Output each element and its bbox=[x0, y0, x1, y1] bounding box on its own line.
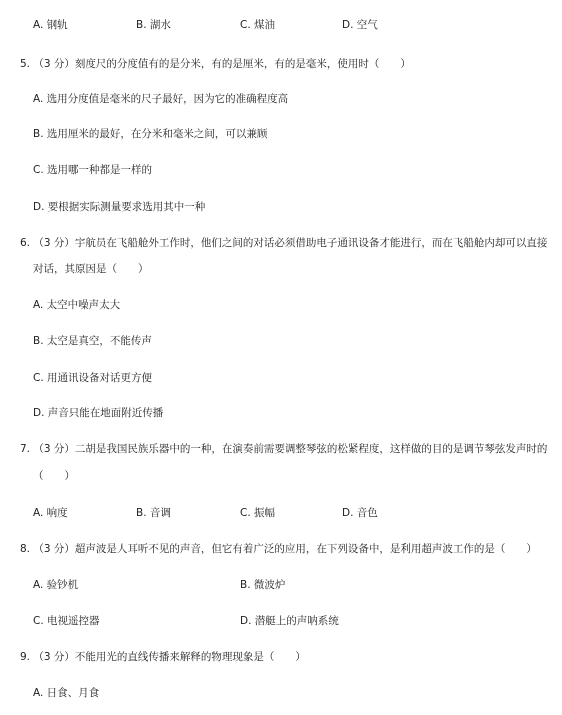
q4-option-c: C. 煤油 bbox=[240, 19, 276, 31]
q5-option-d: D. 要根据实际测量要求选用其中一种 bbox=[33, 201, 206, 213]
q6-option-a: A. 太空中噪声太大 bbox=[33, 299, 121, 311]
q4-option-a: A. 钢轨 bbox=[33, 19, 68, 31]
q6-option-d: D. 声音只能在地面附近传播 bbox=[33, 407, 164, 419]
q9-option-a: A. 日食、月食 bbox=[33, 687, 100, 699]
q7-option-d: D. 音色 bbox=[342, 507, 378, 519]
question-6-stem-line-1: 6. （3 分）宇航员在飞船舱外工作时，他们之间的对话必须借助电子通讯设备才能进行，而在飞船舱内却可以直接 bbox=[20, 237, 548, 249]
q5-option-a: A. 选用分度值是毫米的尺子最好，因为它的准确程度高 bbox=[33, 93, 289, 105]
q4-option-d: D. 空气 bbox=[342, 19, 378, 31]
question-6-stem-line-2: 对话，其原因是（ ） bbox=[33, 263, 149, 275]
q6-option-c: C. 用通讯设备对话更方便 bbox=[33, 372, 153, 384]
q5-option-b: B. 选用厘米的最好，在分米和毫米之间，可以兼顾 bbox=[33, 128, 268, 140]
q8-option-d: D. 潜艇上的声呐系统 bbox=[240, 615, 339, 627]
question-7-stem-line-1: 7. （3 分）二胡是我国民族乐器中的一种，在演奏前需要调整琴弦的松紧程度，这样做的目的是调节琴弦发声时的 bbox=[20, 443, 548, 455]
question-9-stem: 9. （3 分）不能用光的直线传播来解释的物理现象是（ ） bbox=[20, 651, 306, 663]
q8-option-c: C. 电视遥控器 bbox=[33, 615, 100, 627]
question-5-stem: 5. （3 分）刻度尺的分度值有的是分米，有的是厘米，有的是毫米，使用时（ ） bbox=[20, 58, 411, 70]
q8-option-b: B. 微波炉 bbox=[240, 579, 286, 591]
q7-option-b: B. 音调 bbox=[136, 507, 171, 519]
q8-option-a: A. 验钞机 bbox=[33, 579, 79, 591]
q7-option-c: C. 振幅 bbox=[240, 507, 276, 519]
q6-option-b: B. 太空是真空，不能传声 bbox=[33, 335, 152, 347]
q4-option-b: B. 湖水 bbox=[136, 19, 171, 31]
question-8-stem: 8. （3 分）超声波是人耳听不见的声音，但它有着广泛的应用，在下列设备中，是利用超声波工作的是（ ） bbox=[20, 543, 537, 555]
q7-option-a: A. 响度 bbox=[33, 507, 68, 519]
question-7-stem-line-2: （ ） bbox=[33, 470, 75, 482]
q5-option-c: C. 选用哪一种都是一样的 bbox=[33, 164, 153, 176]
